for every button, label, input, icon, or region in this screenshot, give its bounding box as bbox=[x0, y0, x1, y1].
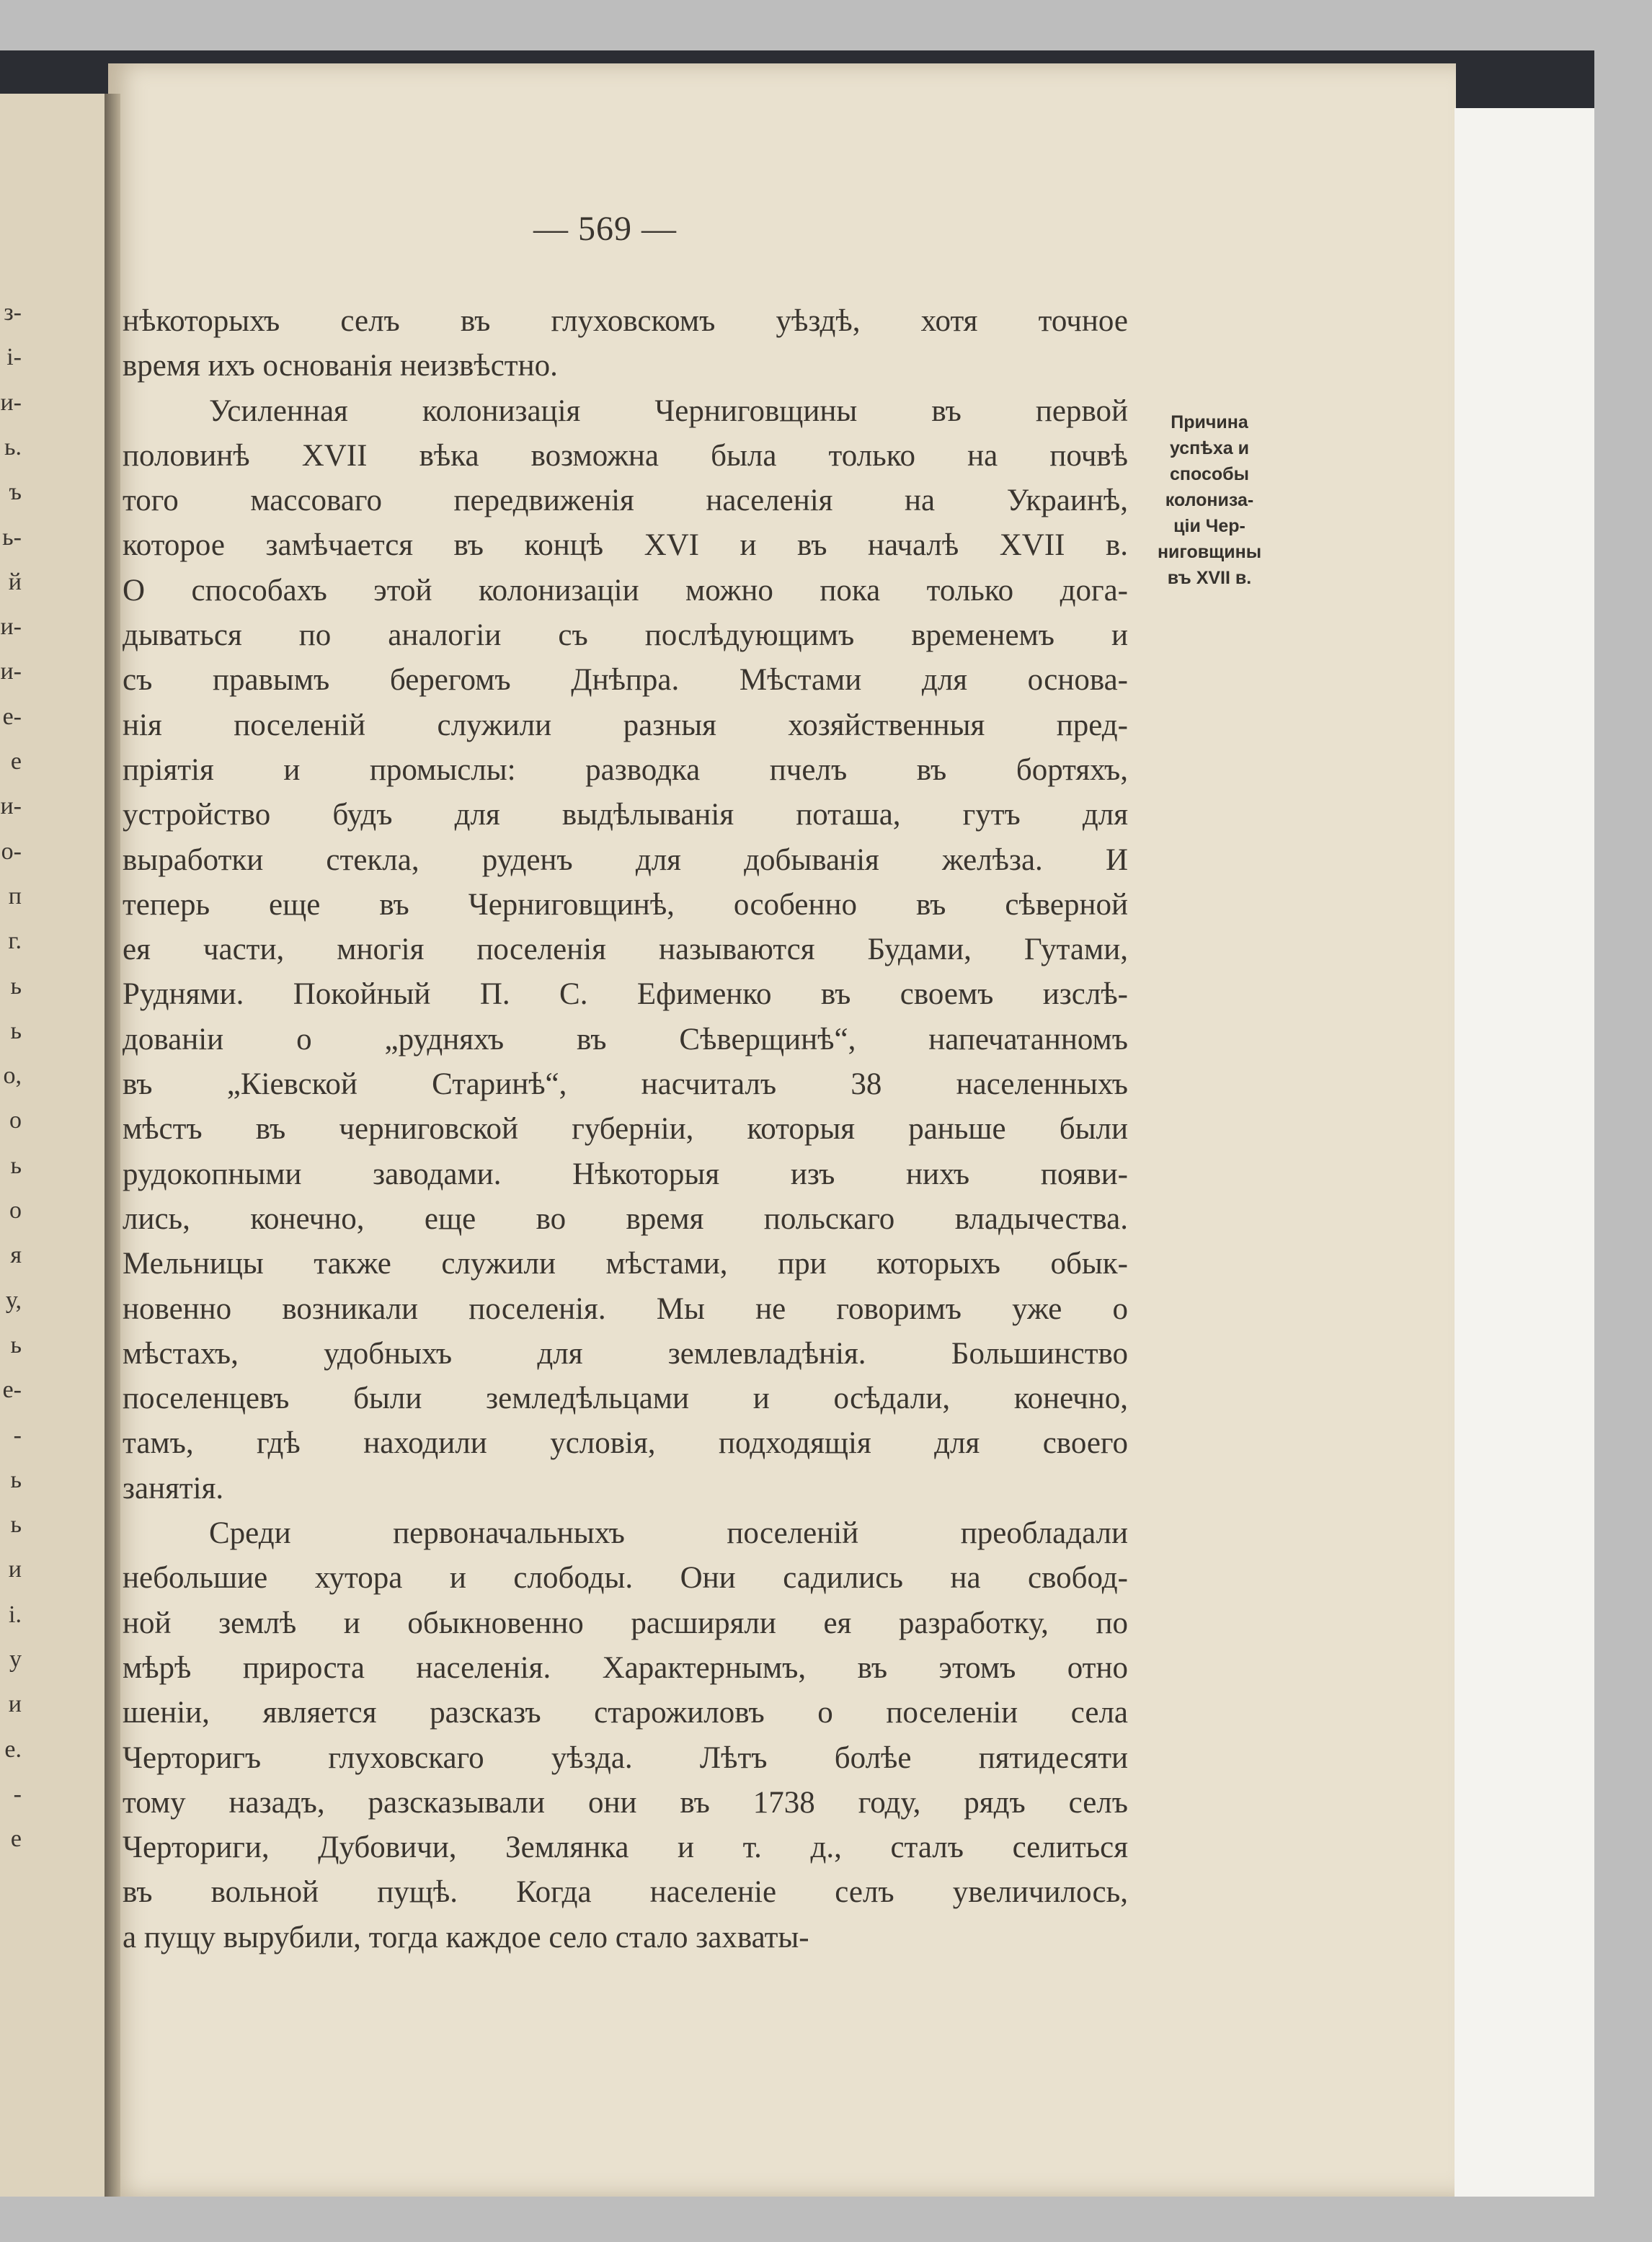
left-page-fragment: е- bbox=[2, 703, 22, 730]
left-page-fragment: г. bbox=[8, 928, 22, 955]
text-line: того массоваго передвиженія населенія на Украинѣ, bbox=[123, 484, 1128, 518]
left-page-fragment: з- bbox=[4, 299, 22, 326]
text-line: нѣкоторыхъ селъ въ глуховскомъ уѣздѣ, хотя точное bbox=[123, 304, 1128, 338]
text-line: поселенцевъ были земледѣльцами и осѣдали, конечно, bbox=[123, 1382, 1128, 1416]
left-page-fragment: ь bbox=[10, 972, 22, 1000]
margin-note-line: ниговщины bbox=[1157, 542, 1262, 562]
text-line: въ вольной пущѣ. Когда населеніе селъ увеличилось, bbox=[123, 1875, 1128, 1910]
text-line: съ правымъ берегомъ Днѣпра. Мѣстами для основа- bbox=[123, 663, 1128, 698]
text-line: занятія. bbox=[123, 1471, 224, 1505]
margin-note-line: Причина bbox=[1171, 412, 1248, 432]
left-page-fragment: е bbox=[10, 1825, 22, 1853]
text-line: мѣрѣ прироста населенія. Характернымъ, въ этомъ отно bbox=[123, 1650, 1128, 1685]
body-text bbox=[123, 299, 1128, 1960]
text-line: шеніи, является разсказъ старожиловъ о поселеніи села bbox=[123, 1696, 1128, 1730]
page-edge-background bbox=[1455, 108, 1594, 2197]
left-page-fragment: ь bbox=[10, 1466, 22, 1493]
text-line: половинѣ XVII вѣка возможна была только на почвѣ bbox=[123, 438, 1128, 473]
left-page-fragment: ъ bbox=[9, 479, 22, 506]
left-page-fragment: у bbox=[9, 1646, 22, 1673]
text-line: небольшие хутора и слободы. Они садились на свобод- bbox=[123, 1561, 1128, 1596]
margin-note bbox=[1141, 409, 1278, 591]
page-number: — 569 — bbox=[533, 210, 677, 248]
margin-note-line: способы bbox=[1170, 464, 1249, 484]
left-page-fragment: е bbox=[10, 748, 22, 775]
text-line: Черторигъ глуховскаго уѣзда. Лѣтъ болѣе пятидесяти bbox=[123, 1740, 1128, 1775]
left-page-fragment: ь bbox=[10, 1511, 22, 1539]
left-page-fragment: и bbox=[8, 1556, 22, 1583]
text-line: ея части, многія поселенія называются Будами, Гутами, bbox=[123, 933, 1128, 967]
left-page-fragment: й bbox=[8, 568, 22, 595]
left-page-fragment: ь. bbox=[4, 433, 22, 461]
text-line: лись, конечно, еще во время польскаго владычества. bbox=[123, 1201, 1128, 1236]
book-gutter bbox=[105, 94, 120, 2197]
text-line: устройство будъ для выдѣлыванія поташа, гутъ для bbox=[123, 798, 1128, 832]
text-line: новенно возникали поселенія. Мы не говоримъ уже о bbox=[123, 1291, 1128, 1326]
text-line: которое замѣчается въ концѣ XVI и въ началѣ XVII в. bbox=[123, 528, 1128, 563]
text-line: дованіи о „рудняхъ въ Сѣверщинѣ“, напечатанномъ bbox=[123, 1022, 1128, 1057]
margin-note-line: въ XVII в. bbox=[1167, 568, 1252, 588]
left-page-fragment: и- bbox=[0, 388, 22, 416]
left-page-fragment: о bbox=[9, 1107, 22, 1134]
text-line: а пущу вырубили, тогда каждое село стало захваты- bbox=[123, 1920, 809, 1954]
text-line: Усиленная колонизація Черниговщины въ первой bbox=[209, 393, 1128, 428]
text-line: тому назадъ, разсказывали они въ 1738 году, рядъ селъ bbox=[123, 1785, 1128, 1820]
left-page-fragment: у, bbox=[5, 1286, 22, 1314]
text-line: рудокопными заводами. Нѣкоторыя изъ нихъ появи- bbox=[123, 1157, 1128, 1191]
margin-note-line: успѣха и bbox=[1170, 438, 1249, 458]
left-page-fragment: - bbox=[13, 1421, 22, 1449]
left-page-fragment: і. bbox=[9, 1601, 22, 1628]
left-page-fragment: и bbox=[8, 1691, 22, 1718]
text-line: Черториги, Дубовичи, Землянка и т. д., сталъ селиться bbox=[123, 1830, 1128, 1865]
text-line: О способахъ этой колонизаціи можно пока только дога- bbox=[123, 573, 1128, 608]
left-page-fragment: о- bbox=[1, 837, 22, 865]
text-line: Руднями. Покойный П. С. Ефименко въ своемъ изслѣ- bbox=[123, 977, 1128, 1012]
text-line: время ихъ основанія неизвѣстно. bbox=[123, 349, 558, 383]
left-page-fragment: - bbox=[13, 1780, 22, 1807]
left-page-fragment: е- bbox=[2, 1376, 22, 1404]
text-line: теперь еще въ Черниговщинѣ, особенно въ сѣверной bbox=[123, 887, 1128, 922]
left-page-fragment: ь- bbox=[2, 523, 22, 551]
left-page-fragment: и- bbox=[0, 793, 22, 820]
left-page-fragment: ь bbox=[10, 1017, 22, 1044]
text-line: дываться по аналогіи съ послѣдующимъ временемъ и bbox=[123, 618, 1128, 653]
text-line: тамъ, гдѣ находили условія, подходящія для своего bbox=[123, 1426, 1128, 1461]
left-page-fragment: о, bbox=[3, 1062, 22, 1090]
text-line: Среди первоначальныхъ поселеній преобладали bbox=[209, 1516, 1128, 1551]
text-line: нія поселеній служили разныя хозяйственныя пред- bbox=[123, 708, 1128, 742]
left-page-fragment: о bbox=[9, 1197, 22, 1224]
left-page-fragment: і- bbox=[6, 344, 22, 371]
left-page-fragment: п bbox=[8, 882, 22, 909]
text-line: выработки стекла, руденъ для добыванія желѣза. И bbox=[123, 842, 1128, 877]
text-line: въ „Кіевской Старинѣ“, насчиталъ 38 населенныхъ bbox=[123, 1067, 1128, 1102]
text-line: мѣстахъ, удобныхъ для землевладѣнія. Большинство bbox=[123, 1336, 1128, 1371]
margin-note-line: ціи Чер- bbox=[1173, 516, 1245, 536]
text-line: Мельницы также служили мѣстами, при которыхъ обык- bbox=[123, 1247, 1128, 1281]
left-page-fragment: е. bbox=[4, 1735, 22, 1763]
left-page-fragment: я bbox=[10, 1242, 22, 1269]
text-line: ной землѣ и обыкновенно расширяли ея разработку, по bbox=[123, 1606, 1128, 1640]
margin-note-line: колониза- bbox=[1165, 490, 1254, 510]
left-page-fragment: ь bbox=[10, 1331, 22, 1358]
left-page-fragment: ь bbox=[10, 1152, 22, 1179]
text-line: пріятія и промыслы: разводка пчелъ въ бортяхъ, bbox=[123, 752, 1128, 787]
text-line: мѣстъ въ черниговской губерніи, которыя раньше были bbox=[123, 1112, 1128, 1147]
left-page-fragment: и- bbox=[0, 658, 22, 685]
left-page-fragment: и- bbox=[0, 613, 22, 641]
